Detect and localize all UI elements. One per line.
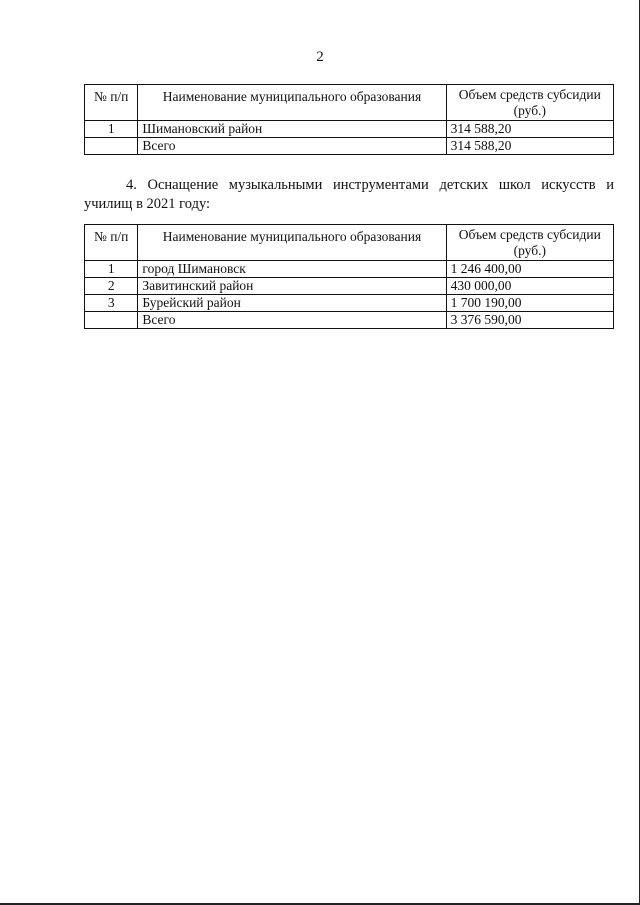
page-number: 2 <box>316 49 324 65</box>
row-sum: 1 246 400,00 <box>446 261 613 278</box>
section-4-heading: 4. Оснащение музыкальными инструментами детских школ искусств и училищ в 2021 году: <box>84 177 614 212</box>
row-name: Шимановский район <box>138 121 446 138</box>
table-total-row <box>85 312 614 329</box>
table-row <box>85 295 614 312</box>
header-num: № п/п <box>85 225 138 261</box>
table-row <box>85 278 614 295</box>
header-sum: Объем средств субсидии (руб.) <box>446 85 613 121</box>
row-name: город Шимановск <box>138 261 446 278</box>
row-num: 1 <box>85 121 138 138</box>
row-sum: 314 588,20 <box>446 138 613 155</box>
header-name: Наименование муниципального образования <box>138 85 446 121</box>
table-header-row <box>85 85 614 121</box>
table-row <box>85 261 614 278</box>
row-num: 3 <box>85 295 138 312</box>
subsidy-table-2 <box>84 224 614 329</box>
header-sum: Объем средств субсидии (руб.) <box>446 225 613 261</box>
row-num <box>85 312 138 329</box>
row-sum: 3 376 590,00 <box>446 312 613 329</box>
table-row <box>85 121 614 138</box>
row-name: Всего <box>138 312 446 329</box>
row-name: Бурейский район <box>138 295 446 312</box>
row-num: 1 <box>85 261 138 278</box>
header-name: Наименование муниципального образования <box>138 225 446 261</box>
row-num: 2 <box>85 278 138 295</box>
row-sum: 430 000,00 <box>446 278 613 295</box>
table-header-row <box>85 225 614 261</box>
table-total-row <box>85 138 614 155</box>
row-name: Завитинский район <box>138 278 446 295</box>
header-num: № п/п <box>85 85 138 121</box>
row-sum: 1 700 190,00 <box>446 295 613 312</box>
row-num <box>85 138 138 155</box>
row-sum: 314 588,20 <box>446 121 613 138</box>
subsidy-table-1 <box>84 84 614 155</box>
row-name: Всего <box>138 138 446 155</box>
